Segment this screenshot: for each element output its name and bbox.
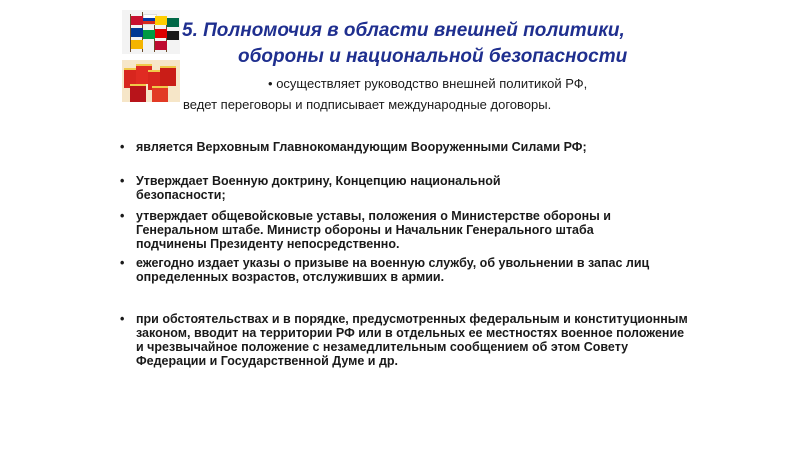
list-item xyxy=(120,312,700,368)
list-item xyxy=(120,174,700,202)
list-item-text: ежегодно издает указы о призыве на военную службу, об увольнении в запас лиц определенных возрастов, отслуживших в армии. xyxy=(136,256,650,284)
flags-image xyxy=(122,10,180,54)
bullet-icon: • xyxy=(120,140,125,154)
list-item-text: при обстоятельствах и в порядке, предусмотренных федеральным и конституционным законом, вводит на территории РФ или в отдельных ее местностях военное положение и чрезвычайное положение с незамедлительным сообщением об этом Совету Федерации и Государственной Думе и др. xyxy=(136,312,688,368)
list-item xyxy=(120,209,700,251)
list-item-text: Утверждает Военную доктрину, Концепцию национальной безопасности; xyxy=(136,174,501,202)
intro-line-1-text: осуществляет руководство внешней политикой РФ, xyxy=(276,76,588,91)
bullet-icon: • xyxy=(120,174,125,188)
bullet-icon: • xyxy=(120,209,125,223)
bullet-icon: • xyxy=(120,312,125,326)
bullet-icon: • xyxy=(268,76,273,91)
title-line-2: обороны и национальной безопасности xyxy=(238,46,628,67)
list-item-text: утверждает общевойсковые уставы, положения о Министерстве обороны и Генеральном штабе. Министр обороны и Начальник Генерального штаба подчинены Президенту непосредственно. xyxy=(136,209,611,251)
list-item xyxy=(120,256,700,284)
slide-title xyxy=(182,18,702,70)
bullet-icon: • xyxy=(120,256,125,270)
intro-line-2: ведет переговоры и подписывает международные договоры. xyxy=(183,97,552,112)
list-item-text: является Верховным Главнокомандующим Вооруженными Силами РФ; xyxy=(136,140,587,154)
red-banners-image xyxy=(122,60,180,102)
title-line-1: 5. Полномочия в области внешней политики, xyxy=(182,20,625,41)
intro-line-1 xyxy=(268,77,698,91)
list-item xyxy=(120,140,700,154)
